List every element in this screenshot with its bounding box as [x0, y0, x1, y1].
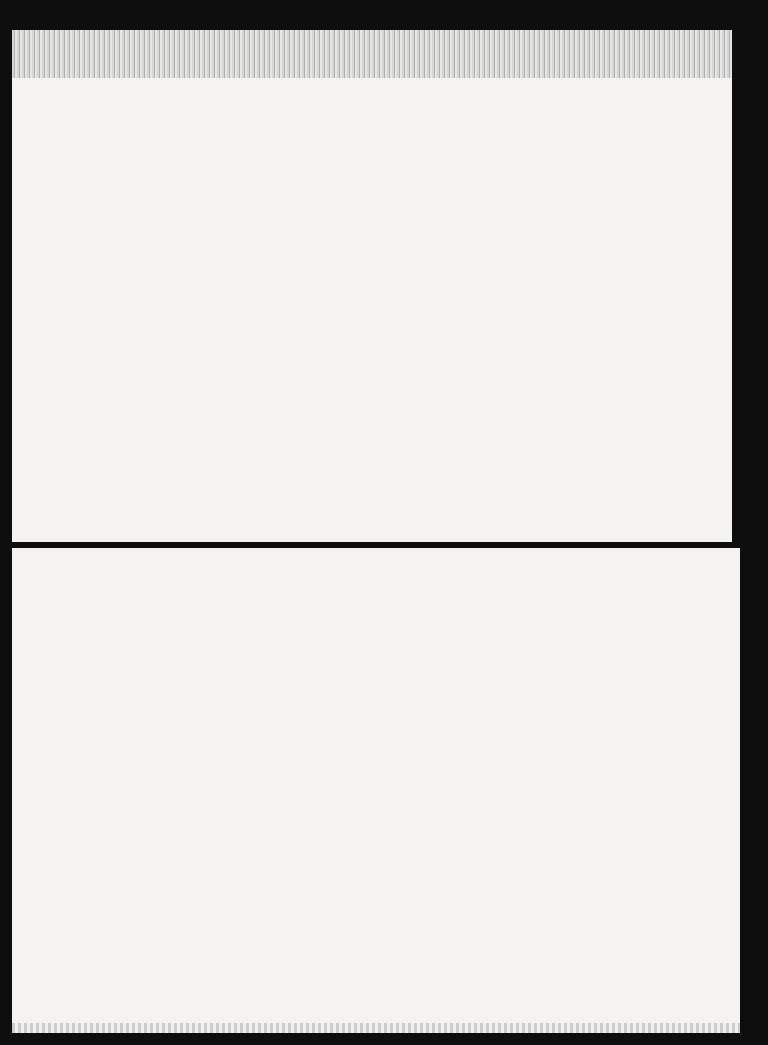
- page-edge-bottom: [12, 1023, 740, 1033]
- bottom-book-page: [12, 548, 740, 1033]
- top-book-page: [12, 30, 732, 542]
- page-edge: [12, 30, 732, 78]
